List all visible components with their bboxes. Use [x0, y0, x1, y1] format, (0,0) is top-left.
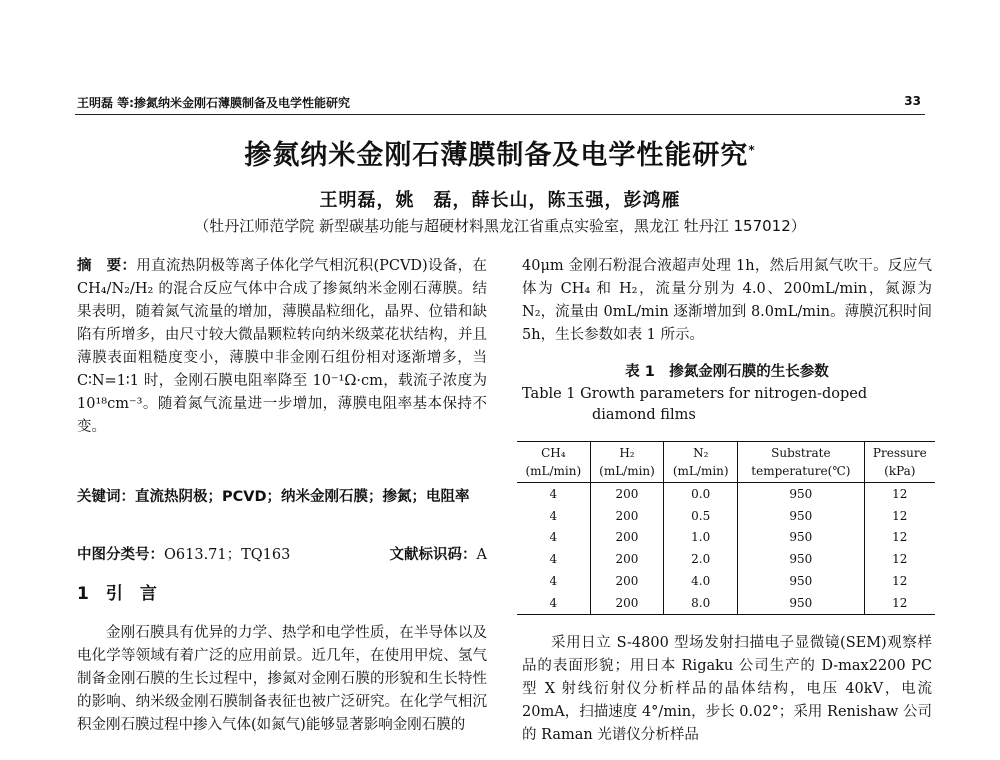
- table-cell: 12: [892, 574, 908, 589]
- table-cell: 12: [892, 486, 908, 501]
- methods-paragraph: 40μm 金刚石粉混合液超声处理 1h，然后用氮气吹干。反应气体为 CH₄ 和 H₂，流量分别为 4.0、200mL/min，氮源为 N₂，流量由 0mL/min 逐渐增加到 8.0mL/min。薄膜沉积时间 5h，生长参数如表 1 所示。: [522, 258, 932, 343]
- table-cell: 4: [517, 592, 590, 614]
- table-cell: 200: [590, 570, 664, 592]
- col-header-n2-name: N₂: [693, 446, 709, 460]
- title-footnote-mark: *: [748, 143, 756, 157]
- col-header-ch4-unit: (mL/min): [525, 464, 582, 478]
- col-header-ch4: [517, 442, 590, 483]
- running-head-authors-title: 王明磊 等:掺氮纳米金刚石薄膜制备及电学性能研究: [77, 96, 350, 110]
- table-cell: 200: [590, 548, 664, 570]
- table-cell: 200: [590, 592, 664, 614]
- abstract: [77, 255, 487, 439]
- intro-paragraph: 金刚石膜具有优异的力学、热学和电学性质，在半导体以及电化学等领域有着广泛的应用前景。近几年，在使用甲烷、氢气制备金刚石膜的生长过程中，掺氮对金刚石膜的形貌和生长特性的影响、纳米级金刚石膜制备表征也被广泛研究。在化学气相沉积金刚石膜过程中掺入气体(如氮气)能够显著影响金刚石膜的: [77, 625, 487, 733]
- col-header-pressure: [864, 442, 935, 483]
- table-cell: 950: [738, 548, 865, 570]
- table-cell: 950: [738, 483, 865, 505]
- table-cell: 2.0: [664, 548, 738, 570]
- section-heading-intro: 1 引 言: [77, 584, 157, 604]
- table-row: [517, 505, 935, 527]
- col-header-n2-unit: (mL/min): [672, 464, 729, 478]
- table-cell: 4: [517, 527, 590, 549]
- table-cell: 4: [517, 548, 590, 570]
- clc-label: 中图分类号：: [77, 547, 164, 563]
- table-cell: 4: [517, 505, 590, 527]
- paper-title: [75, 133, 925, 172]
- col-header-h2: [590, 442, 664, 483]
- col-header-pressure-name: Pressure: [872, 446, 927, 460]
- table-cell: 4: [517, 570, 590, 592]
- paper-title-text: 掺氮纳米金刚石薄膜制备及电学性能研究: [244, 140, 749, 171]
- table-cell: 950: [738, 570, 865, 592]
- table-cell: 200: [590, 483, 664, 505]
- abstract-text: 用直流热阴极等离子体化学气相沉积(PCVD)设备，在 CH₄/N₂/H₂ 的混合反应气体中合成了掺氮纳米金刚石薄膜。结果表明，随着氮气流量的增加，薄膜晶粒细化，晶界、位错和缺陷有所增多，由尺寸较大微晶颗粒转向纳米级菜花状结构，并且薄膜表面粗糙度变小，薄膜中非金刚石组份相对逐渐增多，当 C∶N=1∶1 时，金刚石膜电阻率降至 10⁻¹Ω·cm，载流子浓度为 10¹⁸cm⁻³。随着氮气流量进一步增加，薄膜电阻率基本保持不变。: [77, 258, 488, 435]
- author-list: 王明磊，姚 磊，薛长山，陈玉强，彭鸿雁: [319, 190, 681, 211]
- doc-code-label: 文献标识码：: [389, 547, 477, 563]
- characterization-paragraph: 采用日立 S-4800 型场发射扫描电子显微镜(SEM)观察样品的表面形貌；用日本 Rigaku 公司生产的 D-max2200 PC 型 X 射线衍射仪分析样品的晶体结构，电压 40kV，电流 20mA，扫描速度 4°/min，步长 0.02°；采用 Renishaw 公司的 Raman 光谱仪分析样品: [522, 635, 932, 743]
- abstract-label: 摘 要：: [77, 258, 137, 274]
- growth-parameter-table: [517, 441, 935, 615]
- affiliation: （牡丹江师范学院 新型碳基功能与超硬材料黑龙江省重点实验室，黑龙江 牡丹江 157012）: [194, 217, 806, 235]
- table-cell: 1.0: [664, 527, 738, 549]
- table-caption-en: Table 1 Growth parameters for nitrogen-doped diamond films: [522, 386, 868, 423]
- clc-number: [77, 543, 290, 564]
- keywords-text: 直流热阴极；PCVD；纳米金刚石膜；掺氮；电阻率: [135, 489, 470, 505]
- table-cell: 950: [738, 505, 865, 527]
- table-row: [517, 483, 935, 505]
- col-header-substrate-name: Substrate: [771, 446, 831, 460]
- table-cell: 12: [892, 508, 908, 523]
- col-header-h2-unit: (mL/min): [599, 464, 655, 478]
- page-number: 33: [904, 94, 921, 108]
- table-cell: 0.5: [664, 505, 738, 527]
- table-cell: 950: [738, 592, 865, 614]
- doc-code-value: A: [476, 547, 487, 563]
- table-cell: 200: [590, 527, 664, 549]
- table-cell: 4: [517, 483, 590, 505]
- table-caption-cn: 表 1 掺氮金刚石膜的生长参数: [625, 364, 829, 380]
- col-header-h2-name: H₂: [619, 446, 635, 460]
- col-header-substrate-temp: [738, 442, 865, 483]
- col-header-pressure-unit: (kPa): [884, 464, 916, 478]
- col-header-n2: [664, 442, 738, 483]
- table-cell: 4.0: [664, 570, 738, 592]
- table-row: [517, 527, 935, 549]
- table-header-row: [517, 442, 935, 483]
- table-row: [517, 570, 935, 592]
- table-cell: 12: [892, 552, 908, 567]
- col-header-substrate-unit: temperature(℃): [751, 464, 851, 478]
- running-head: [75, 92, 925, 115]
- table-cell: 12: [864, 592, 935, 614]
- keywords-label: 关键词：: [77, 489, 135, 505]
- table-row: [517, 592, 935, 614]
- table-cell: 200: [590, 505, 664, 527]
- table-cell: 950: [738, 527, 865, 549]
- table-cell: 0.0: [664, 483, 738, 505]
- clc-value: O613.71；TQ163: [164, 547, 291, 563]
- table-cell: 8.0: [664, 592, 738, 614]
- col-header-ch4-name: CH₄: [541, 446, 566, 460]
- table-cell: 12: [892, 530, 908, 545]
- keywords: [77, 486, 487, 509]
- table-row: [517, 548, 935, 570]
- document-code: [390, 543, 487, 564]
